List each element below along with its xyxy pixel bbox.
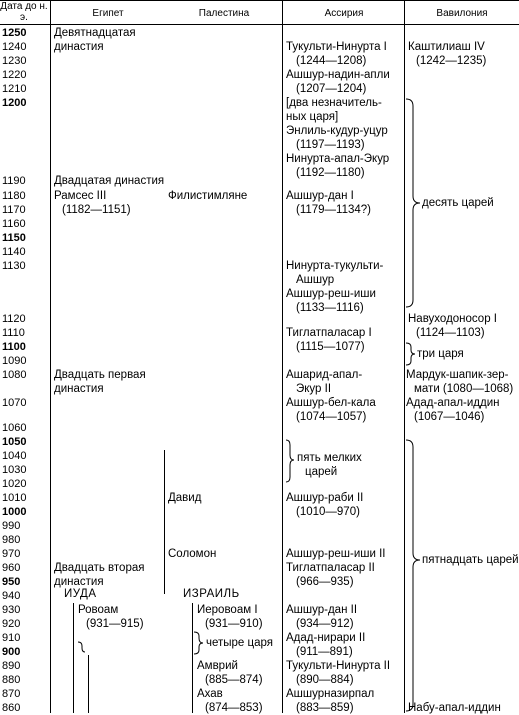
palestine-entry: Давид [168,492,202,504]
year-row: 1010 [2,492,27,504]
babylon-entry: (1242—1235) [416,55,487,67]
year-row: 1190 [2,175,26,187]
assyria-entry: Ашшурназирпал [286,688,375,700]
assyria-entry: Адад-нирари II [286,632,366,644]
year-row: 1120 [2,313,26,325]
year-row: 1050 [2,436,27,448]
brace-five-kings [286,440,294,482]
assyria-entry: (1207—1204) [296,83,367,95]
egypt-entry: Девятнадцатая [54,27,136,39]
year-row: 860 [2,702,21,714]
israel-entry: (931—910) [205,618,263,630]
assyria-entry: (1192—1180) [296,167,365,179]
egypt-entry: династия [54,41,104,53]
egypt-entry: династия [54,576,104,588]
brace-three-kings [406,343,415,365]
israel-entry: (885—874) [205,674,263,686]
year-row: 1180 [2,190,26,202]
year-row: 920 [2,618,21,630]
assyria-entry: Энлиль-кудур-уцур [286,125,388,137]
year-row: 930 [2,604,21,616]
year-row: 1210 [2,83,27,95]
assyria-entry: (934—912) [296,618,354,630]
assyria-entry: [два незначитель- [286,97,382,109]
assyria-entry: Ашшур-дан I [286,190,354,202]
brace-four-kings [194,632,203,654]
header-palestine: Палестина [198,8,250,19]
brace-judah-small [78,642,85,652]
year-row: 890 [2,660,21,672]
header-egypt: Египет [92,8,124,19]
assyria-entry: Тукульти-Нинурта II [286,660,391,672]
year-row: 1080 [2,369,27,381]
assyria-entry: Тиглатпаласар I [286,327,372,339]
palestine-entry: Соломон [168,548,217,560]
assyria-entry: Нинурта-тукульти- [286,260,384,272]
assyria-entry: Тукульти-Нинурта I [286,41,387,53]
header-assyria: Ассирия [324,8,364,19]
year-row: 1150 [2,232,26,244]
assyria-entry: Ашшур-бел-кала [286,397,376,409]
judah-entry: (931—915) [86,618,144,630]
egypt-entry: Двадцатая династия [54,175,165,187]
year-row: 1110 [2,327,25,339]
year-row: 1140 [2,246,26,258]
egypt-entry: Рамсес III [54,190,107,202]
year-row: 1020 [2,478,27,490]
assyria-entry: царей [305,466,338,478]
assyria-entry: ных царя] [286,111,339,123]
year-row: 1000 [2,506,27,518]
year-row: 980 [2,534,21,546]
year-row: 1230 [2,55,27,67]
assyria-entry: (890—884) [296,674,354,686]
brace-ten-kings [406,99,420,307]
year-row: 1060 [2,422,27,434]
assyria-entry: (1115—1077) [296,341,365,353]
assyria-entry: (911—891) [296,646,353,658]
year-row: 1200 [2,97,27,109]
babylon-entry: Адад-апал-иддин [406,397,500,409]
babylon-entry: (1124—1103) [416,327,485,339]
header-date-text: Дата до н. э. [0,1,48,23]
brace-fifteen-kings [406,440,420,711]
year-row: 970 [2,548,21,560]
assyria-entry: Ашшур-дан II [286,604,358,616]
palestine-entry: Филистимляне [168,190,248,202]
header-babylon: Вавилония [436,8,488,19]
year-row: 1070 [2,397,27,409]
year-row: 1130 [2,260,26,272]
year-row: 870 [2,688,21,700]
egypt-entry: Двадцать первая [54,369,146,381]
babylon-entry: (1067—1046) [414,411,485,423]
subheader-israel: ИЗРАИЛЬ [183,588,240,600]
assyria-entry: Нинурта-апал-Экур [286,153,390,165]
year-row: 880 [2,674,21,686]
assyria-entry: (1197—1193) [296,139,365,151]
year-row: 950 [2,576,21,588]
year-row: 940 [2,590,21,602]
assyria-entry: (883—859) [296,702,354,714]
israel-entry: Амврий [197,660,238,672]
year-row: 1160 [2,218,26,230]
year-row: 1240 [2,41,27,53]
assyria-entry: Тиглатпаласар II [286,562,375,574]
babylon-entry: Навуходоносор I [408,313,497,325]
assyria-entry: Ашшур-раби II [286,492,364,504]
assyria-entry: (1010—970) [296,506,360,518]
subheader-judah: ИУДА [64,588,97,600]
assyria-entry: (1133—1116) [296,302,364,314]
year-row: 1090 [2,355,27,367]
egypt-entry: Двадцать вторая [54,562,145,574]
assyria-entry: (1179—1134?) [296,204,372,216]
assyria-entry: Экур II [296,383,332,395]
year-row: 960 [2,562,21,574]
babylon-entry: мати (1080—1068) [414,383,514,395]
egypt-entry: династия [54,383,104,395]
israel-entry: Иеровоам I [197,604,258,616]
assyria-entry: Ашшур-реш-иши II [286,548,386,560]
year-row: 1220 [2,69,27,81]
assyria-entry: (966—935) [296,576,354,588]
assyria-entry: (1074—1057) [296,411,367,423]
israel-entry: четыре царя [206,637,274,649]
year-row: 1250 [2,27,27,39]
year-row: 1170 [2,204,26,216]
assyria-entry: пять мелких [297,452,362,464]
year-row: 1030 [2,464,27,476]
israel-entry: (874—853) [205,702,263,714]
israel-entry: Ахав [197,688,223,700]
year-row: 1100 [2,341,26,353]
year-row: 990 [2,520,21,532]
babylon-entry: пятнадцать царей [422,554,519,566]
assyria-entry: Ашарид-апал- [286,369,363,381]
assyria-entry: Ашшур-надин-апли [286,69,390,81]
babylon-entry: Набу-апал-иддин [408,702,501,714]
assyria-entry: Ашшур [296,274,335,286]
assyria-entry: Ашшур-реш-иши [286,288,376,300]
year-row: 900 [2,646,21,658]
year-row: 1040 [2,450,27,462]
babylon-entry: три царя [417,348,464,360]
babylon-entry: Каштилиаш IV [408,41,485,53]
judah-entry: Ровоам [78,604,119,616]
babylon-entry: Мардук-шапик-зер- [406,369,509,381]
assyria-entry: (1244—1208) [296,55,367,67]
egypt-entry: (1182—1151) [62,204,131,216]
babylon-entry: десять царей [422,197,494,209]
year-row: 910 [2,632,21,644]
